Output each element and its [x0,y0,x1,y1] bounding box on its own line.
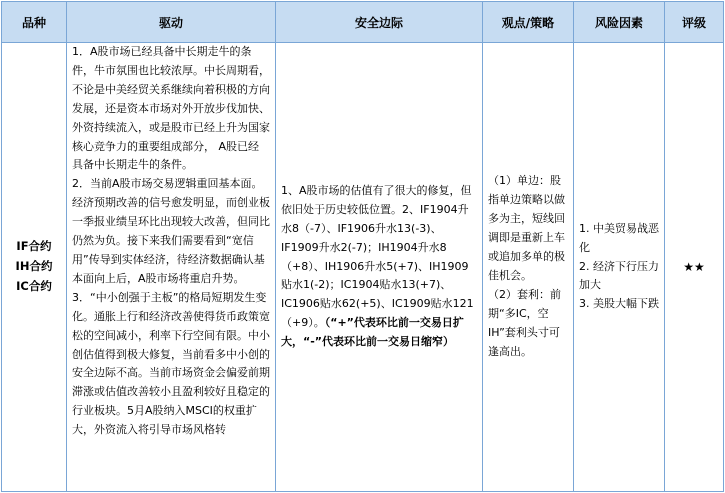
risk-item-2: 2. 经济下行压力加大 [579,259,659,292]
variety-if: IF合约 [16,239,52,254]
safety-margin-cell [276,43,483,492]
view-strategy-cell [483,43,574,492]
risk-item-3: 3. 美股大幅下跌 [579,297,659,311]
strategy-table [1,1,724,492]
driver-point-3: 3．“中小创强于主板”的格局短期发生变化。通胀上行和经济改善使得货币政策宽松的空间减小，利率下行空间有限。中小创估值得到极大修复，当前看多中小创的安全边际不高。当前市场资金会偏爱前期滞涨或估值改善较小且盈利较好且稳定的行业板块。5月A股纳入MSCI的权重扩大，外资流入将引导市场风格转 [72,290,270,437]
safety-margin-text: 1、A股市场的估值有了很大的修复，但依旧处于历史较低位置。2、IF1904升水8（-7）、IF1906升水13(-3)、IF1909升水2(-7)；IH1904升水8（+8）、IH1906升水5(+7)、IH1909贴水1(-2)；IC1904贴水13(+7)、IC1906贴水62(+5)、IC1909贴水121（+9）。 [281,183,474,330]
header-view-strategy: 观点/策略 [483,2,574,43]
header-variety: 品种 [2,2,67,43]
strategy-arbitrage: （2）套利：前期“多IC，空IH”套利头寸可逢高出。 [488,287,561,358]
safety-margin-note: （“+”代表环比前一交易日扩大，“-”代表环比前一交易日缩窄） [281,316,464,349]
header-rating: 评级 [665,2,724,43]
strategy-single-side: （1）单边：股指单边策略以做多为主，短线回调即是重新上车或追加多单的极佳机会。 [488,174,565,282]
drivers-cell [67,43,276,492]
driver-point-2: 2．当前A股市场交易逻辑重回基本面。经济预期改善的信号愈发明显，而创业板一季报业绩呈环比出现较大改善，但同比仍然为负。接下来我们需要看到“宽信用”传导到实体经济，待经济数据确认基本面向上后，A股市场将重启升势。 [72,177,270,285]
header-row [2,2,724,43]
variety-ic: IC合约 [16,278,52,293]
header-drivers: 驱动 [67,2,276,43]
header-risk-factors: 风险因素 [574,2,665,43]
rating-stars: ★★ [665,43,724,492]
variety-ih: IH合约 [15,259,53,274]
risk-factors-cell [574,43,665,492]
header-safety-margin: 安全边际 [276,2,483,43]
table-row [2,43,724,492]
risk-item-1: 1. 中美贸易战恶化 [579,221,659,254]
driver-point-1: 1．A股市场已经具备中长期走牛的条件，牛市氛围也比较浓厚。中长周期看，不论是中美经贸关系继续向着积极的方向发展，还是资本市场对外开放步伐加快、外资持续流入，或是股市已经上升为国家核心竞争力的重要组成部分， A股已经具备中长期走牛的条件。 [72,45,270,172]
variety-cell [2,43,67,492]
